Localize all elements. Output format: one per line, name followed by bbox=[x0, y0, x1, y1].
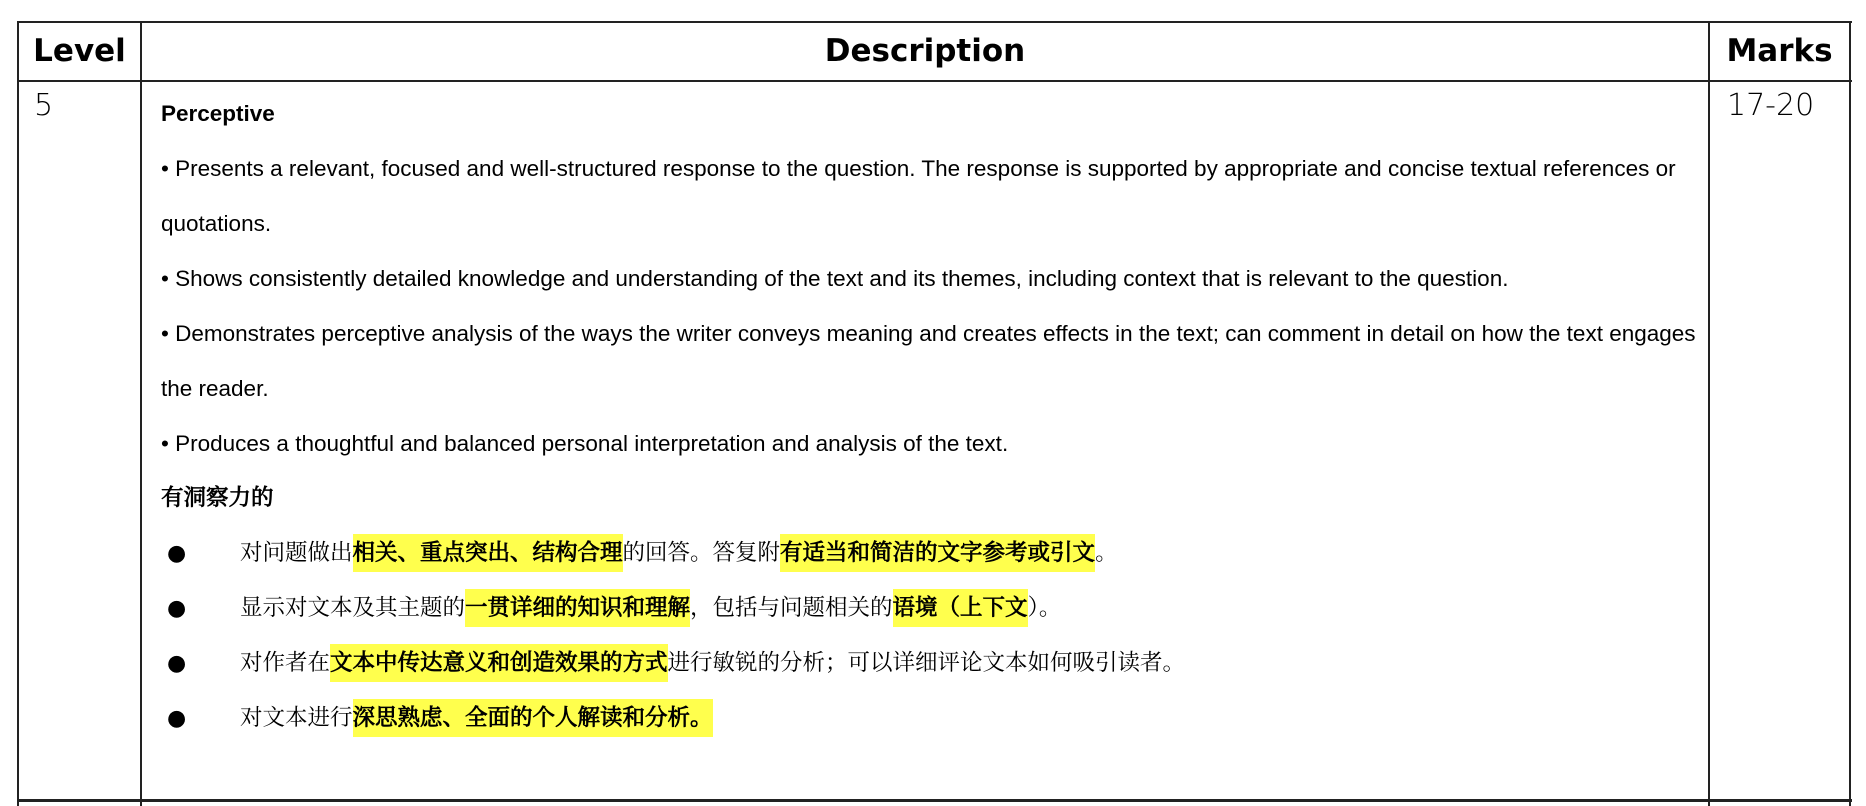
marks-column-divider bbox=[1708, 21, 1710, 806]
descriptor-bullet: • Demonstrates perceptive analysis of the ways the writer conveys meaning and creates effects in the text; can comment in detail on how the text engages the reader. bbox=[161, 321, 1696, 401]
table-border-bottom bbox=[17, 799, 1852, 802]
chinese-bullet-list bbox=[161, 526, 1706, 746]
table-border-right bbox=[1849, 21, 1851, 806]
chinese-bullet-text bbox=[240, 636, 1185, 691]
description-cell bbox=[161, 86, 1706, 746]
header-level: Level bbox=[33, 33, 126, 69]
table-border-left bbox=[17, 21, 19, 806]
text-segment: 。 bbox=[1095, 540, 1118, 566]
highlighted-text: 文本中传达意义和创造效果的方式 bbox=[330, 644, 668, 682]
text-segment: 进行敏锐的分析；可以详细评论文本如何吸引读者。 bbox=[667, 650, 1186, 676]
text-segment: ）。 bbox=[1027, 595, 1062, 621]
header-marks: Marks bbox=[1726, 33, 1833, 69]
chinese-level-title: 有洞察力的 bbox=[161, 485, 274, 511]
text-segment: 对作者在 bbox=[240, 650, 331, 676]
highlighted-text: 语境（上下文 bbox=[893, 589, 1028, 627]
descriptor-bullet: • Shows consistently detailed knowledge and understanding of the text and its themes, including context that is relevant to the question. bbox=[161, 266, 1509, 291]
chinese-bullet-item bbox=[161, 526, 1706, 581]
text-segment: 的回答。答复附 bbox=[622, 540, 781, 566]
bullet-dot-icon: ● bbox=[167, 596, 187, 621]
chinese-bullet-text bbox=[240, 526, 1118, 581]
level-title: Perceptive bbox=[161, 101, 275, 126]
chinese-bullet-item bbox=[161, 691, 1706, 746]
text-segment: ，包括与问题相关的 bbox=[690, 595, 893, 621]
chinese-bullet-item bbox=[161, 636, 1706, 691]
descriptor-bullet: • Produces a thoughtful and balanced personal interpretation and analysis of the text. bbox=[161, 431, 1009, 456]
highlighted-text: 一贯详细的知识和理解 bbox=[465, 589, 690, 627]
bullet-dot-icon: ● bbox=[167, 706, 187, 731]
text-segment: 显示对文本及其主题的 bbox=[240, 595, 466, 621]
level-value: 5 bbox=[34, 88, 54, 123]
marks-value: 17-20 bbox=[1727, 88, 1815, 123]
highlighted-text: 相关、重点突出、结构合理 bbox=[353, 534, 623, 572]
highlighted-text: 深思熟虑、全面的个人解读和分析。 bbox=[353, 699, 713, 737]
chinese-bullet-text bbox=[240, 691, 713, 746]
chinese-bullet-text bbox=[240, 581, 1061, 636]
bullet-dot-icon: ● bbox=[167, 651, 187, 676]
header-description: Description bbox=[824, 33, 1026, 69]
header-divider bbox=[17, 80, 1852, 82]
text-segment: 对问题做出 bbox=[240, 540, 353, 566]
highlighted-text: 有适当和简洁的文字参考或引文 bbox=[780, 534, 1095, 572]
bullet-dot-icon: ● bbox=[167, 541, 187, 566]
descriptor-bullet: • Presents a relevant, focused and well-structured response to the question. The response is supported by appropriate and concise textual references or quotations. bbox=[161, 156, 1676, 236]
text-segment: 对文本进行 bbox=[240, 705, 353, 731]
chinese-bullet-item bbox=[161, 581, 1706, 636]
level-column-divider bbox=[140, 21, 142, 806]
